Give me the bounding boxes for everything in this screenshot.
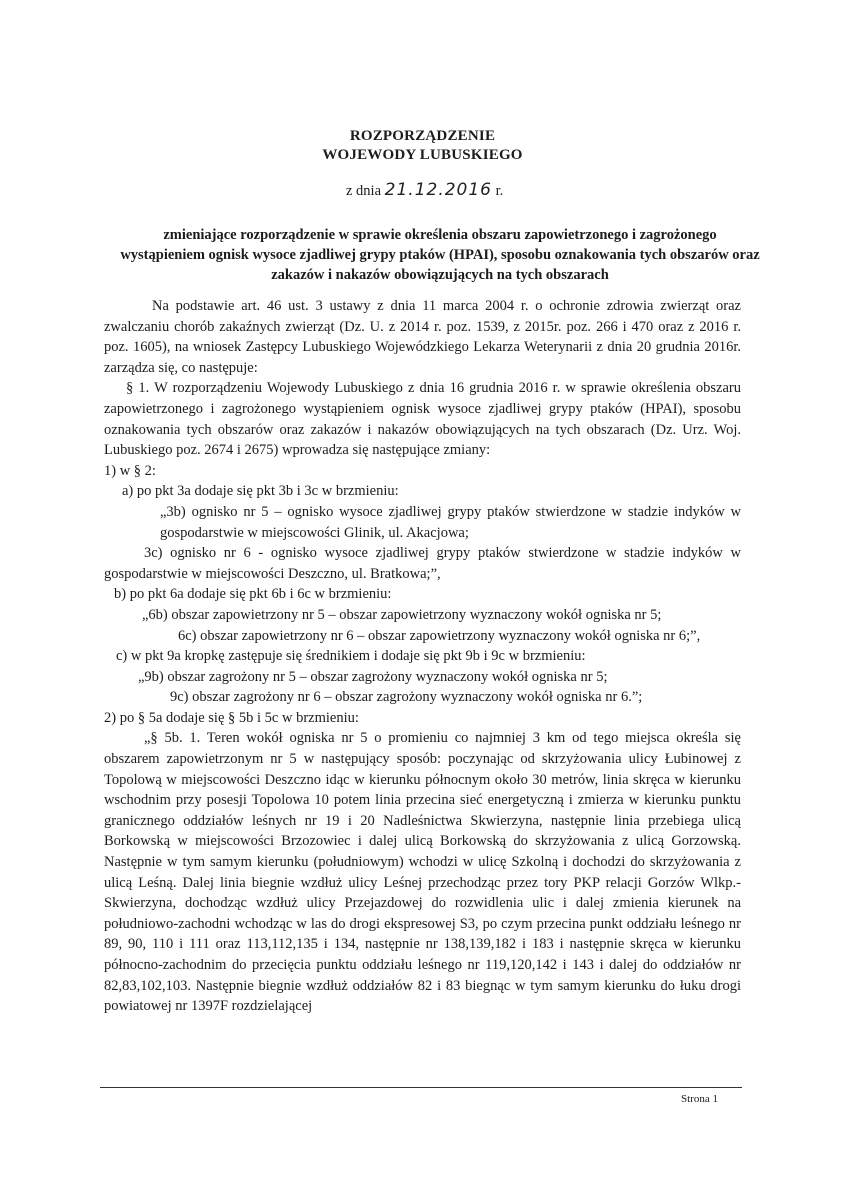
preamble-paragraph: Na podstawie art. 46 ust. 3 ustawy z dnia 11 marca 2004 r. o ochronie zdrowia zwierząt oraz zwalczaniu chorób zakaźnych zwierząt (Dz. U. z 2014 r. poz. 1539, z 2015r. poz. 266 i 470 oraz z 2016 r. poz. 1605), na wniosek Zastępcy Lubuskiego Wojewódzkiego Lekarza Weterynarii z dnia 20 grudnia 2016r. zarządza się, co następuje: <box>104 298 741 376</box>
item-1b: b) po pkt 6a dodaje się pkt 6b i 6c w brzmieniu: <box>114 586 392 603</box>
document-date <box>346 180 503 200</box>
page-number: Strona 1 <box>681 1093 718 1105</box>
item-1: 1) w § 2: <box>104 462 156 479</box>
footer-divider <box>100 1087 742 1088</box>
item-1a: a) po pkt 3a dodaje się pkt 3b i 3c w brzmieniu: <box>122 483 399 500</box>
document-body <box>104 296 741 1017</box>
date-handwritten: 21.12.2016 <box>384 180 492 200</box>
quote-9b: „9b) obszar zagrożony nr 5 – obszar zagrożony wyznaczony wokół ogniska nr 5; <box>138 668 608 685</box>
quote-6b: „6b) obszar zapowietrzony nr 5 – obszar zapowietrzony wyznaczony wokół ogniska nr 5; <box>142 606 662 623</box>
quote-3c: 3c) ognisko nr 6 - ognisko wysoce zjadliwej grypy ptaków stwierdzone w stadzie indyków w gospodarstwie w miejscowości Deszczno, ul. Bratkowa;”, <box>104 545 741 582</box>
date-prefix: z dnia <box>346 183 382 199</box>
item-2: 2) po § 5a dodaje się § 5b i 5c w brzmieniu: <box>104 709 359 726</box>
document-title-line1: ROZPORZĄDZENIE <box>349 128 496 144</box>
quote-9c: 9c) obszar zagrożony nr 6 – obszar zagrożony wyznaczony wokół ogniska nr 6.”; <box>170 689 643 706</box>
document-title-line2: WOJEWODY LUBUSKIEGO <box>322 147 523 163</box>
quote-6c: 6c) obszar zapowietrzony nr 6 – obszar zapowietrzony wyznaczony wokół ogniska nr 6;”, <box>178 627 701 644</box>
item-1c: c) w pkt 9a kropkę zastępuje się średnikiem i dodaje się pkt 9b i 9c w brzmieniu: <box>116 648 586 665</box>
date-suffix: r. <box>495 183 504 199</box>
quote-5b: „§ 5b. 1. Teren wokół ogniska nr 5 o promieniu co najmniej 3 km od tego miejsca określa się obszarem zapowietrzonym nr 5 w następujący sposób: poczynając od skrzyżowania ulicy Łubinowej z Topolową w miejscowości Deszczno idąc w kierunku północnym około 30 metrów, linia skręca w kierunku wschodnim przy posesji Topolowa 10 potem linia przecina sieć energetyczną i zmierza w kierunku punktu granicznego oddziałów leśnych nr 19 i 20 Nadleśnictwa Skwierzyna, następnie linia przebiega ulicą Borkowską w miejscowości Brzozowiec i dalej ulicą Borkowską do skrzyżowania z ulicą Gorzowską. Następnie w tym samym kierunku (południowym) wchodzi w ulicę Szkolną i dochodzi do skrzyżowania z ulicą Leśną. Dalej linia biegnie wzdłuż ulicy Leśnej przechodząc przez tory PKP relacji Gorzów Wlkp.- Skwierzyna, dochodząc wzdłuż ulicy Przejazdowej do rozwidlenia ulic i dalej zmienia kierunek na południowo-zachodni wchodząc w las do drogi ekspresowej S3, po czym przecina punkt oddziału leśnego nr 89, 90, 110 i 111 oraz 113,112,135 i 134, następnie nr 138,139,182 i 183 i następnie skręca w kierunku północno-zachodnim do przecięcia punktu oddziału leśnego nr 119,120,142 i 143 i dalej do oddziałów nr 82,83,102,103. Następnie biegnie wzdłuż oddziałów 82 i 83 biegnąc w tym samym kierunku do łuku drogi powiatowej nr 1397F rozdzielającej <box>104 730 741 1015</box>
section-1-paragraph: § 1. W rozporządzeniu Wojewody Lubuskiego z dnia 16 grudnia 2016 r. w sprawie określenia obszaru zapowietrzonego i zagrożonego wystąpieniem ognisk wysoce zjadliwej grypy ptaków (HPAI), sposobu oznakowania tych obszarów oraz zakazów i nakazów obowiązujących na tych obszarach (Dz. Urz. Woj. Lubuskiego poz. 2674 i 2675) wprowadza się następujące zmiany: <box>104 380 741 459</box>
quote-3b: „3b) ognisko nr 5 – ognisko wysoce zjadliwej grypy ptaków stwierdzone w stadzie indyków w gospodarstwie w miejscowości Glinik, ul. Akacjowa; <box>160 503 741 541</box>
document-subtitle: zmieniające rozporządzenie w sprawie określenia obszaru zapowietrzonego i zagrożonego wystąpieniem ognisk wysoce zjadliwej grypy ptaków (HPAI), sposobu oznakowania tych obszarów oraz zakazów i nakazów obowiązujących na tych obszarach <box>120 227 760 283</box>
